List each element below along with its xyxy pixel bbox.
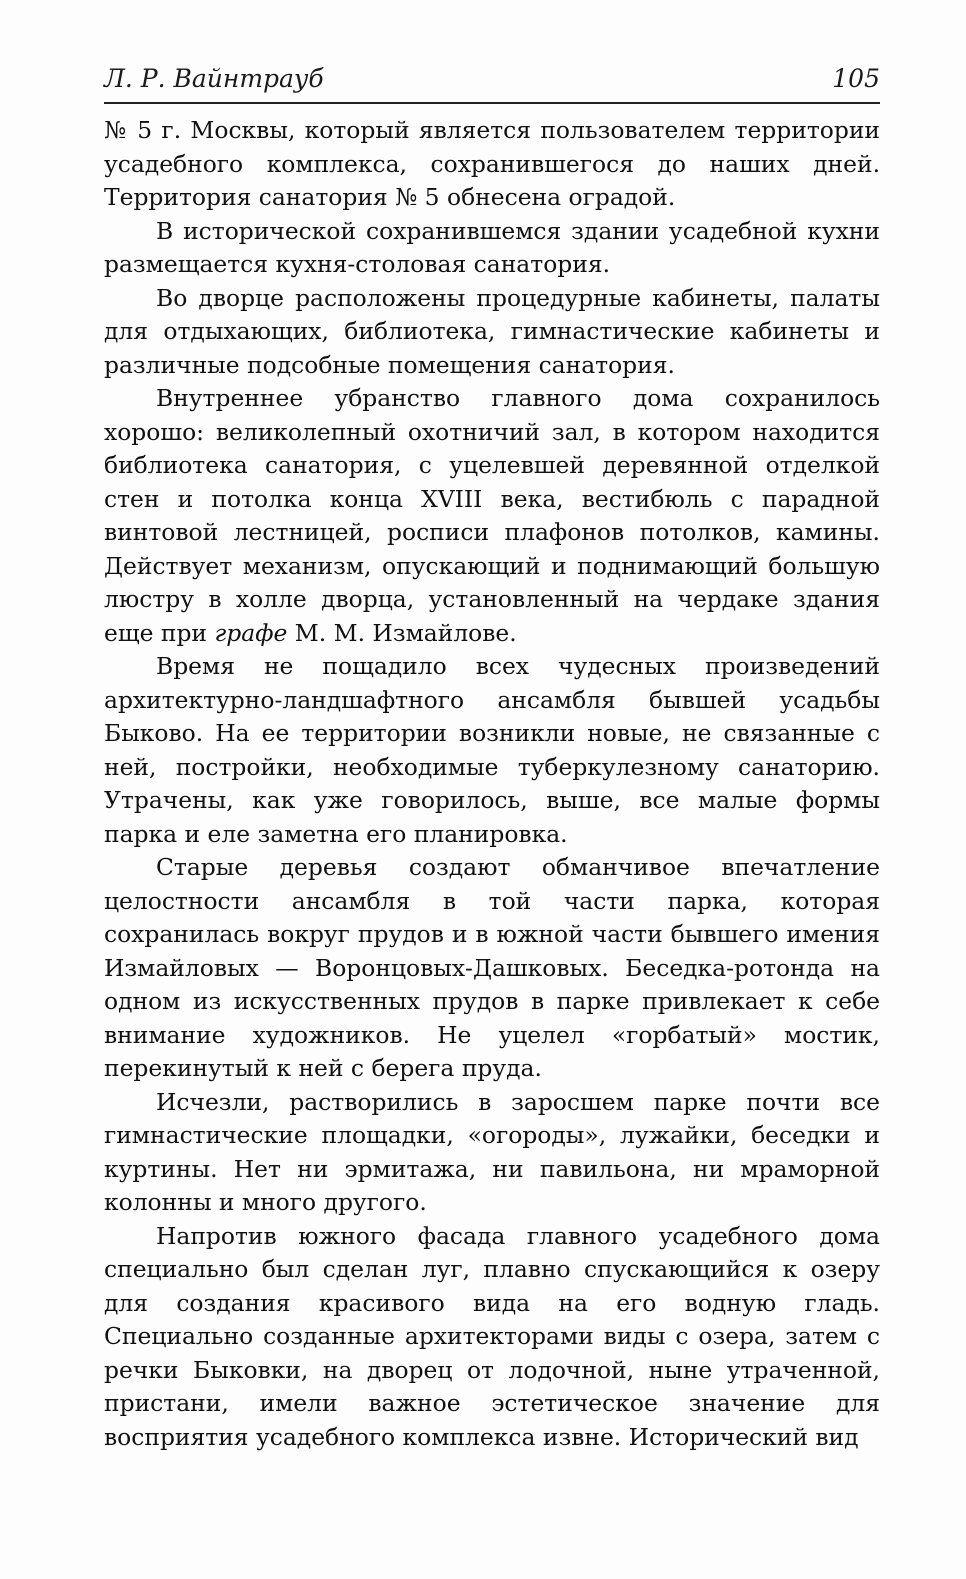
paragraph: Исчезли, растворились в заросшем парке почти все гимнастические площадки, «огороды», лужайки, беседки и куртины. Нет ни эрмитажа, ни павильона, ни мраморной колонны и много другого. — [104, 1087, 880, 1216]
paragraph: Во дворце расположены процедурные кабинеты, палаты для отдыхающих, библиотека, гимнастические кабинеты и различные подсобные помещения санатория. — [104, 283, 880, 379]
header-author: Л. Р. Вайнтрауб — [104, 64, 324, 93]
paragraph: Старые деревья создают обманчивое впечатление целостности ансамбля в той части парка, которая сохранилась вокруг прудов и в южной части бывшего имения Измайловых — Воронцовых-Дашковых. Беседка-ротонда на одном из искусственных прудов в парке привлекает к себе внимание художников. Не уцелел «горбатый» мостик, перекинутый к ней с берега пруда. — [104, 853, 880, 1082]
paragraph: Напротив южного фасада главного усадебного дома специально был сделан луг, плавно спускающийся к озеру для создания красивого вида на его водную гладь. Специально созданные архитекторами виды с озера, затем с речки Быковки, на дворец от лодочной, ныне утраченной, пристани, имели важное эстетическое значение для восприятия усадебного комплекса извне. Исторический вид — [104, 1221, 880, 1451]
paragraph — [104, 382, 880, 650]
paragraph: В исторической сохранившемся здании усадебной кухни размещается кухня-столовая санатория. — [104, 216, 880, 278]
paragraph: Время не пощадило всех чудесных произведений архитектурно-ландшафтного ансамбля бывшей усадьбы Быково. На ее территории возникли новые, не связанные с ней, постройки, необходимые туберкулезному санаторию. Утрачены, как уже говорилось, выше, все малые формы парка и еле заметна его планировка. — [104, 652, 880, 848]
emphasized-word: графе — [214, 618, 288, 647]
body-text — [104, 114, 880, 1454]
paragraph-text: Внутреннее убранство главного дома сохранилось хорошо: великолепный охотничий зал, в котором находится библиотека санатория, с уцелевшей деревянной отделкой стен и потолка конца XVIII века, вестибюль с парадной винтовой лестницей, росписи плафонов потолков, камины. Действует механизм, опускающий и поднимающий большую люстру в холле дворца, установленный на чердаке здания еще при — [104, 384, 880, 647]
running-header — [104, 58, 880, 104]
paragraph-text: М. М. Измайлове. — [287, 618, 517, 647]
page-number: 105 — [832, 64, 880, 93]
paragraph: № 5 г. Москвы, который является пользователем территории усадебного комплекса, сохранившегося до наших дней. Территория санатория № 5 обнесена оградой. — [104, 116, 880, 211]
